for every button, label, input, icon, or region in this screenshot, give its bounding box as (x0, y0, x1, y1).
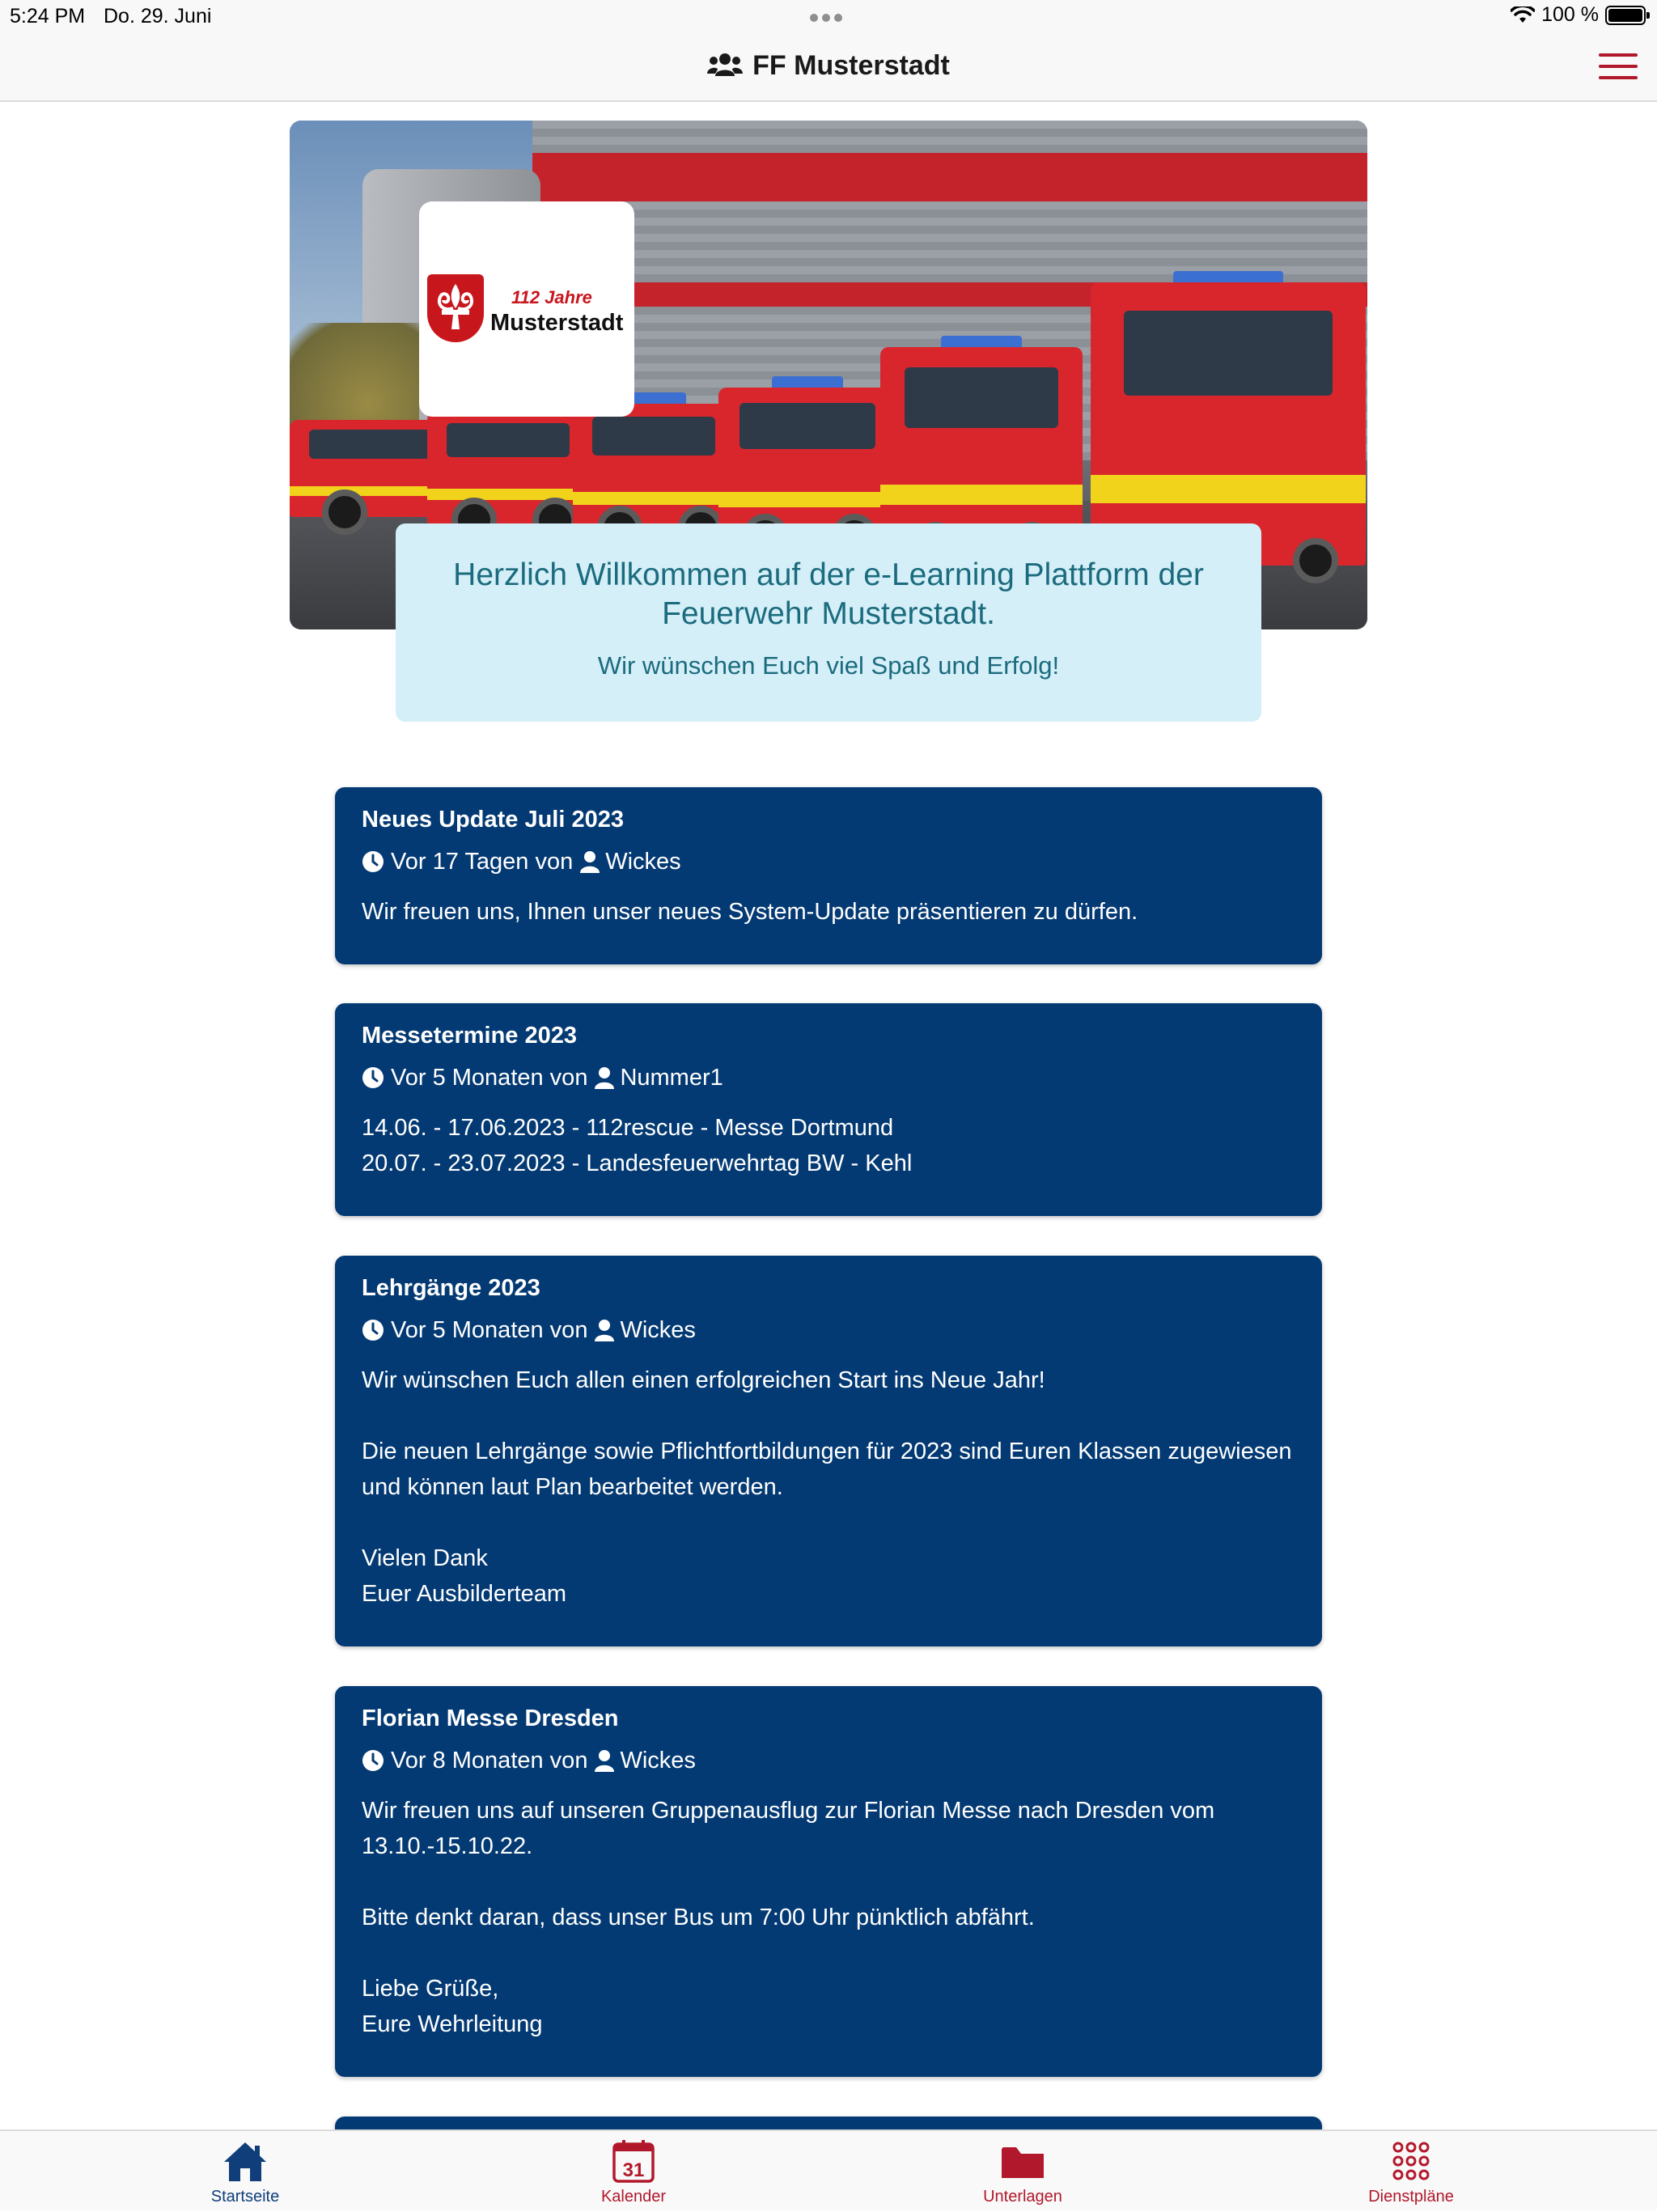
news-body (362, 1362, 1295, 1612)
news-author: Nummer1 (620, 1065, 723, 1091)
status-right (1511, 3, 1646, 27)
home-icon (221, 2139, 269, 2184)
news-text: 20.07. - 23.07.2023 - Landesfeuerwehrtag BW - Kehl (362, 1150, 913, 1176)
news-author: Wickes (605, 849, 681, 875)
tab-calendar-label: Kalender (600, 2188, 667, 2206)
grid-icon (1387, 2139, 1435, 2184)
tab-home-label: Startseite (210, 2188, 280, 2206)
hamburger-icon (1599, 53, 1638, 57)
status-time: 5:24 PM (10, 5, 86, 28)
logo-line-2: Musterstadt (490, 310, 624, 336)
news-card[interactable] (335, 1003, 1322, 1216)
news-text: Liebe Grüße, (362, 1976, 499, 2002)
multitasking-dots-icon[interactable] (810, 11, 847, 19)
tab-plans-label: Dienstpläne (1368, 2188, 1454, 2206)
clock-icon (362, 1066, 384, 1089)
wifi-icon (1511, 6, 1535, 24)
news-time: Vor 5 Monaten von (391, 1317, 588, 1343)
news-text: Wir freuen uns, Ihnen unser neues System-Update präsentieren zu dürfen. (362, 899, 1138, 925)
news-author: Wickes (620, 1748, 696, 1773)
status-bar (0, 0, 1657, 32)
clock-icon (362, 850, 384, 873)
news-title: Neues Update Juli 2023 (362, 807, 624, 833)
tab-bar (0, 2129, 1657, 2210)
tab-home[interactable] (148, 2131, 342, 2212)
user-icon (594, 1066, 615, 1089)
news-text: Eure Wehrleitung (362, 2011, 543, 2037)
tab-documents[interactable] (926, 2131, 1120, 2212)
fleur-de-lis-icon (427, 274, 484, 342)
news-text: 14.06. - 17.06.2023 - 112rescue - Messe Dortmund (362, 1115, 894, 1141)
navigation-bar (0, 32, 1657, 102)
user-icon (579, 850, 600, 873)
news-text (362, 1505, 1295, 1540)
tab-documents-label: Unterlagen (983, 2188, 1062, 2206)
news-title: Messetermine 2023 (362, 1023, 577, 1049)
news-text: Wir freuen uns auf unseren Gruppenausflug zur Florian Messe nach Dresden vom 13.10.-15.10.22. (362, 1798, 1215, 1859)
clock-icon (362, 1319, 384, 1341)
news-text: Die neuen Lehrgänge sowie Pflichtfortbildungen für 2023 sind Euren Klassen zugewiesen und können laut Plan bearbeitet werden. (362, 1439, 1292, 1500)
news-text (362, 1935, 1295, 1971)
news-time: Vor 8 Monaten von (391, 1748, 588, 1773)
welcome-subtext: Wir wünschen Euch viel Spaß und Erfolg! (597, 651, 1060, 680)
tab-plans[interactable] (1314, 2131, 1508, 2212)
calendar-day: 31 (622, 2159, 645, 2181)
logo-line-1: 112 Jahre (511, 287, 592, 307)
news-title: Florian Messe Dresden (362, 1706, 619, 1731)
news-title: Lehrgänge 2023 (362, 1275, 540, 1301)
news-text: Vielen Dank (362, 1545, 488, 1571)
news-card[interactable] (335, 1256, 1322, 1646)
tab-calendar[interactable] (536, 2131, 731, 2212)
user-icon (594, 1749, 615, 1772)
news-text: Euer Ausbilderteam (362, 1581, 567, 1607)
news-card[interactable] (335, 787, 1322, 964)
page-title (0, 50, 1657, 82)
news-text (362, 1398, 1295, 1434)
brand-logo (419, 201, 634, 417)
news-time: Vor 5 Monaten von (391, 1065, 588, 1091)
news-body (362, 1793, 1295, 2042)
news-meta (362, 1316, 1295, 1345)
news-text: Bitte denkt daran, dass unser Bus um 7:00 Uhr pünktlich abfährt. (362, 1905, 1035, 1930)
news-meta (362, 847, 1295, 876)
news-time: Vor 17 Tagen von (391, 849, 574, 875)
news-body (362, 1110, 1295, 1181)
calendar-icon (609, 2139, 658, 2184)
news-body (362, 894, 1295, 930)
welcome-banner (396, 523, 1261, 722)
users-icon (707, 52, 743, 78)
status-date: Do. 29. Juni (104, 5, 212, 28)
welcome-heading: Herzlich Willkommen auf der e-Learning Plattform der Feuerwehr Musterstadt. (453, 557, 1204, 631)
user-icon (594, 1319, 615, 1341)
news-text: Wir wünschen Euch allen einen erfolgreichen Start ins Neue Jahr! (362, 1367, 1045, 1393)
news-meta (362, 1746, 1295, 1775)
news-meta (362, 1063, 1295, 1092)
battery-percent: 100 % (1541, 3, 1599, 26)
app-title: FF Musterstadt (752, 50, 950, 81)
news-author: Wickes (620, 1317, 696, 1343)
battery-icon (1605, 6, 1646, 25)
menu-button[interactable] (1599, 53, 1638, 81)
folder-icon (998, 2139, 1047, 2184)
news-text (362, 1864, 1295, 1900)
news-card[interactable] (335, 1686, 1322, 2077)
clock-icon (362, 1749, 384, 1772)
